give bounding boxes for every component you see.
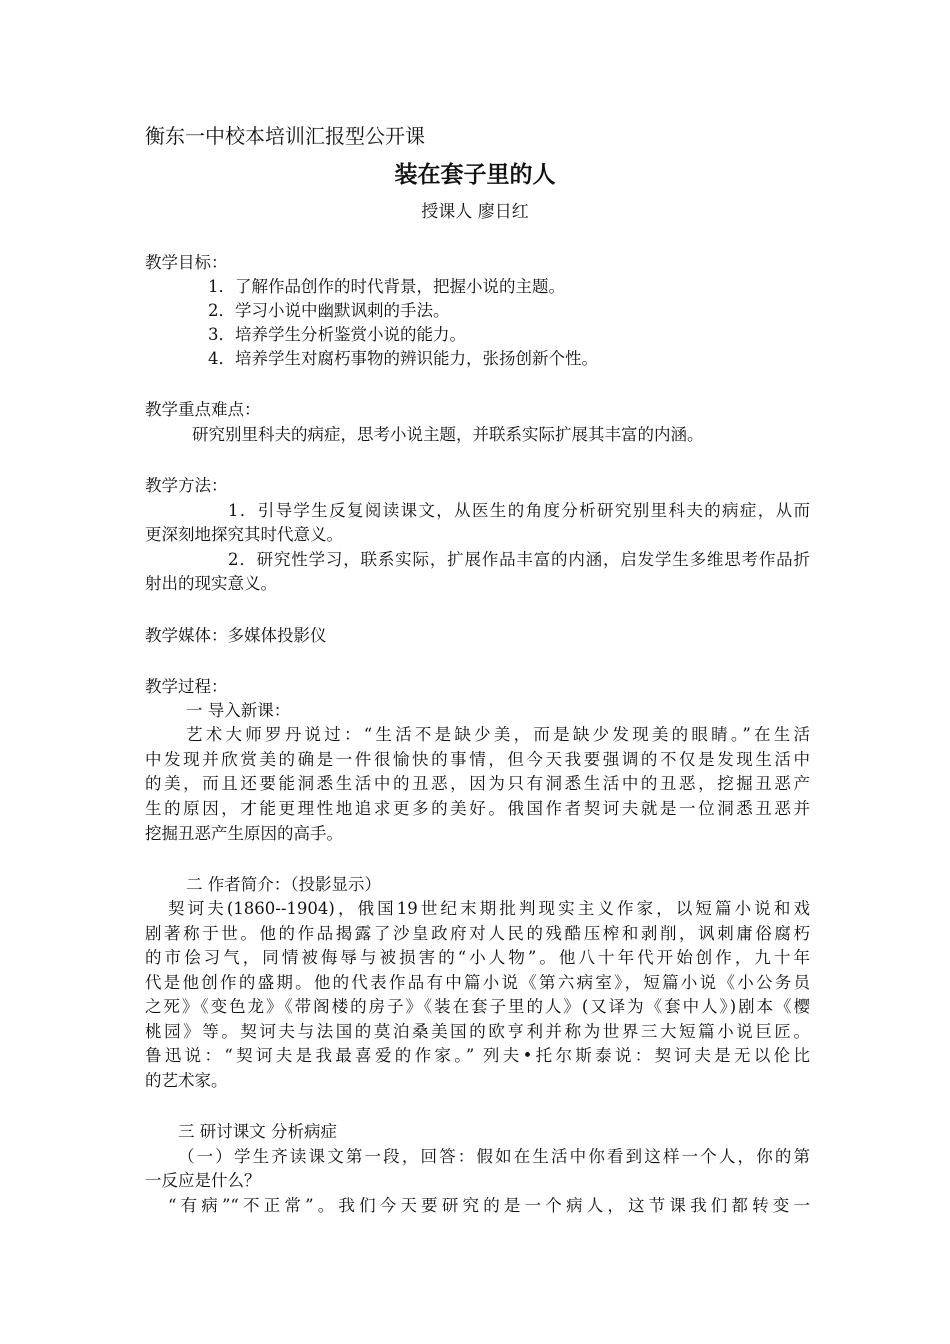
- part-3-line-1: （一）学生齐读课文第一段，回答：假如在生活中你看到这样一个人，你的第: [178, 1147, 810, 1166]
- part-2-line-1: 契诃夫(1860--1904)，俄国19世纪末期批判现实主义作家，以短篇小说和戏: [168, 899, 810, 918]
- method-2-line-1: 2．研究性学习，联系实际，扩展作品丰富的内涵，启发学生多维思考作品折: [228, 550, 810, 569]
- part-2-line-5: 之死》《变色龙》《带阁楼的房子》《装在套子里的人》(又译为《套中人》)剧本《樱: [145, 997, 810, 1016]
- part-2-line-4: 代是他创作的盛期。他的代表作品有中篇小说《第六病室》，短篇小说《小公务员: [145, 973, 810, 992]
- part-1-line-2: 中发现并欣赏美的确是一件很愉快的事情，但今天我要强调的不仅是发现生活中: [145, 750, 810, 769]
- part-3-heading: 三 研讨课文 分析病症: [178, 1122, 337, 1141]
- part-1-line-3: 的美，而且还要能洞悉生活中的丑恶，因为只有洞悉生活中的丑恶，挖掘丑恶产: [145, 774, 810, 793]
- part-1-heading: 一 导入新课：: [186, 701, 291, 720]
- part-1-line-4: 生的原因，才能更理性地追求更多的美好。俄国作者契诃夫就是一位洞悉丑恶并: [145, 799, 810, 818]
- key-points-text: 研究别里科夫的病症，思考小说主题，并联系实际扩展其丰富的内涵。: [192, 425, 704, 444]
- header-line: 衡东一中校本培训汇报型公开课: [145, 124, 425, 148]
- part-2-heading: 二 作者简介：（投影显示）: [186, 875, 381, 894]
- goal-item-3: 3．培养学生分析鉴赏小说的能力。: [208, 325, 466, 344]
- process-heading: 教学过程：: [145, 677, 228, 696]
- method-1-line-2: 更深刻地探究其时代意义。: [145, 525, 343, 544]
- part-2-line-8: 的艺术家。: [145, 1071, 228, 1090]
- lecturer-line: 授课人 廖日红: [421, 202, 529, 222]
- part-2-line-3: 的市侩习气，同情被侮辱与被损害的“小人物”。他八十年代开始创作，九十年: [145, 948, 810, 967]
- method-2-line-2: 射出的现实意义。: [145, 574, 277, 593]
- goal-item-4: 4．培养学生对腐朽事物的辨识能力，张扬创新个性。: [208, 349, 598, 368]
- part-3-line-2: 一反应是什么？: [145, 1171, 261, 1190]
- method-1-line-1: 1．引导学生反复阅读课文，从医生的角度分析研究别里科夫的病症，从而: [228, 501, 810, 520]
- document-title: 装在套子里的人: [394, 161, 556, 188]
- part-1-line-1: 艺术大师罗丹说过：“生活不是缺少美，而是缺少发现美的眼睛。”在生活: [186, 725, 810, 744]
- part-2-line-7: 鲁迅说：“契诃夫是我最喜爱的作家。” 列夫•托尔斯泰说：契诃夫是无以伦比: [145, 1046, 810, 1065]
- part-2-line-2: 剧著称于世。他的作品揭露了沙皇政府对人民的残酷压榨和剥削，讽刺庸俗腐朽: [145, 924, 810, 943]
- goals-heading: 教学目标：: [145, 253, 228, 272]
- part-1-line-5: 挖掘丑恶产生原因的高手。: [145, 824, 343, 843]
- key-points-heading: 教学重点难点：: [145, 400, 261, 419]
- goal-item-1: 1．了解作品创作的时代背景，把握小说的主题。: [208, 277, 565, 296]
- media-line: 教学媒体：多媒体投影仪: [145, 626, 327, 645]
- goal-item-2: 2．学习小说中幽默讽刺的手法。: [208, 301, 450, 320]
- methods-heading: 教学方法：: [145, 476, 228, 495]
- part-3-line-3: “有病”“不正常”。我们今天要研究的是一个病人，这节课我们都转变一: [168, 1196, 810, 1215]
- part-2-line-6: 桃园》等。契诃夫与法国的莫泊桑美国的欧亨利并称为世界三大短篇小说巨匠。: [145, 1022, 810, 1041]
